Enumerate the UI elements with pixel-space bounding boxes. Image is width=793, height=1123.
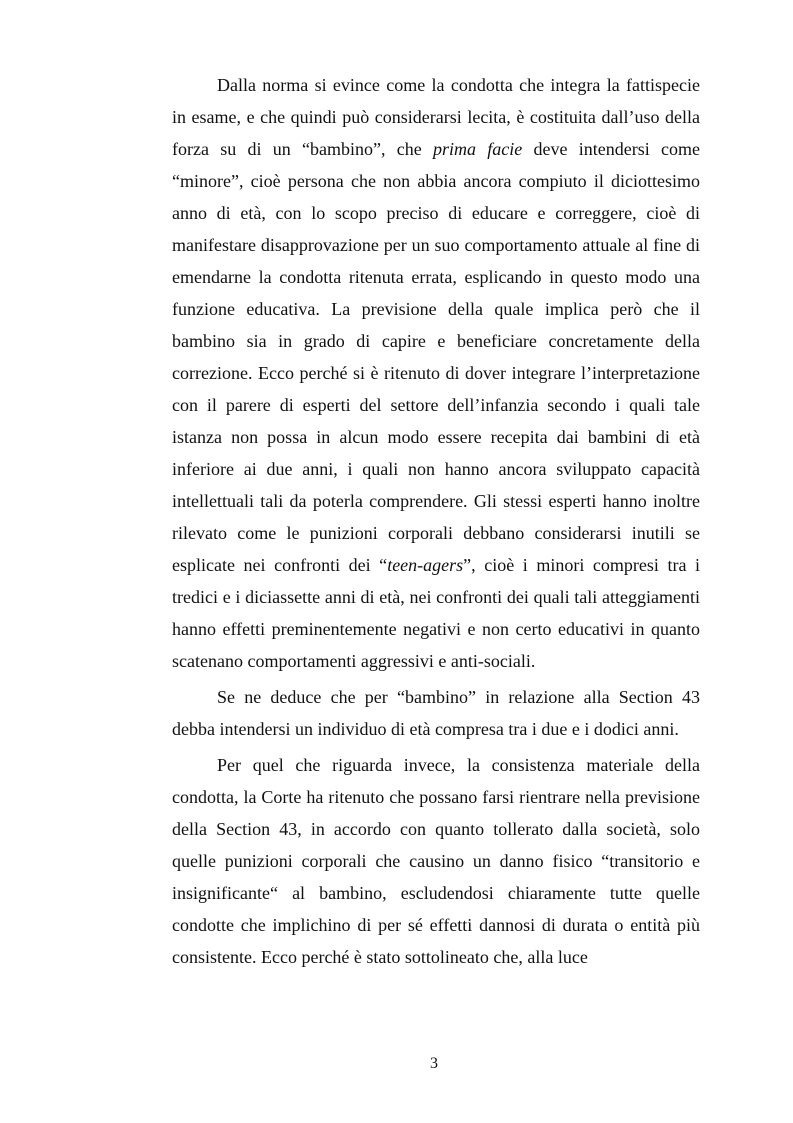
body-text (172, 69, 700, 973)
page-number: 3 (430, 1055, 438, 1072)
paragraph-3 (172, 749, 700, 973)
paragraph-1-text-b: deve intendersi come “minore”, cioè persona che non abbia ancora compiuto il diciottesimo anno di età, con lo scopo preciso di educare e correggere, cioè di manifestare disapprovazione per un suo comportamento attuale al fine di emendarne la condotta ritenuta errata, esplicando in questo modo una funzione educativa. La previsione della quale implica però che il bambino sia in grado di capire e beneficiare concretamente della correzione. Ecco perché si è ritenuto di dover integrare l’interpretazione con il parere di esperti del settore dell’infanzia secondo i quali tale istanza non possa in alcun modo essere recepita dai bambini di età inferiore ai due anni, i quali non hanno ancora sviluppato capacità intellettuali tali da poterla comprendere. Gli stessi esperti hanno inoltre rilevato come le punizioni corporali debbano considerarsi inutili se esplicate nei confronti dei “ (172, 139, 700, 575)
paragraph-1-italic-prima-facie: prima facie (433, 139, 523, 159)
paragraph-3-text: Per quel che riguarda invece, la consistenza materiale della condotta, la Corte ha ritenuto che possano farsi rientrare nella previsione della Section 43, in accordo con quanto tollerato dalla società, solo quelle punizioni corporali che causino un danno fisico “transitorio e insignificante“ al bambino, escludendosi chiaramente tutte quelle condotte che implichino di per sé effetti dannosi di durata o entità più consistente. Ecco perché è stato sottolineato che, alla luce (172, 755, 700, 967)
paragraph-1 (172, 69, 700, 677)
paragraph-1-italic-teen-agers: teen-agers (387, 555, 464, 575)
paragraph-1-text-c: ”, cioè i minori compresi tra i tredici e i diciassette anni di età, nei confronti dei quali tali atteggiamenti hanno effetti preminentemente negativi e non certo educativi in quanto scatenano comportamenti aggressivi e anti-sociali. (172, 555, 700, 671)
paragraph-2-text: Se ne deduce che per “bambino” in relazione alla Section 43 debba intendersi un individuo di età compresa tra i due e i dodici anni. (172, 687, 700, 739)
paragraph-1-text-a: Dalla norma si evince come la condotta che integra la fattispecie in esame, e che quindi può considerarsi lecita, è costituita dall’uso della forza su di un “bambino”, che (172, 75, 700, 159)
paragraph-2 (172, 681, 700, 745)
